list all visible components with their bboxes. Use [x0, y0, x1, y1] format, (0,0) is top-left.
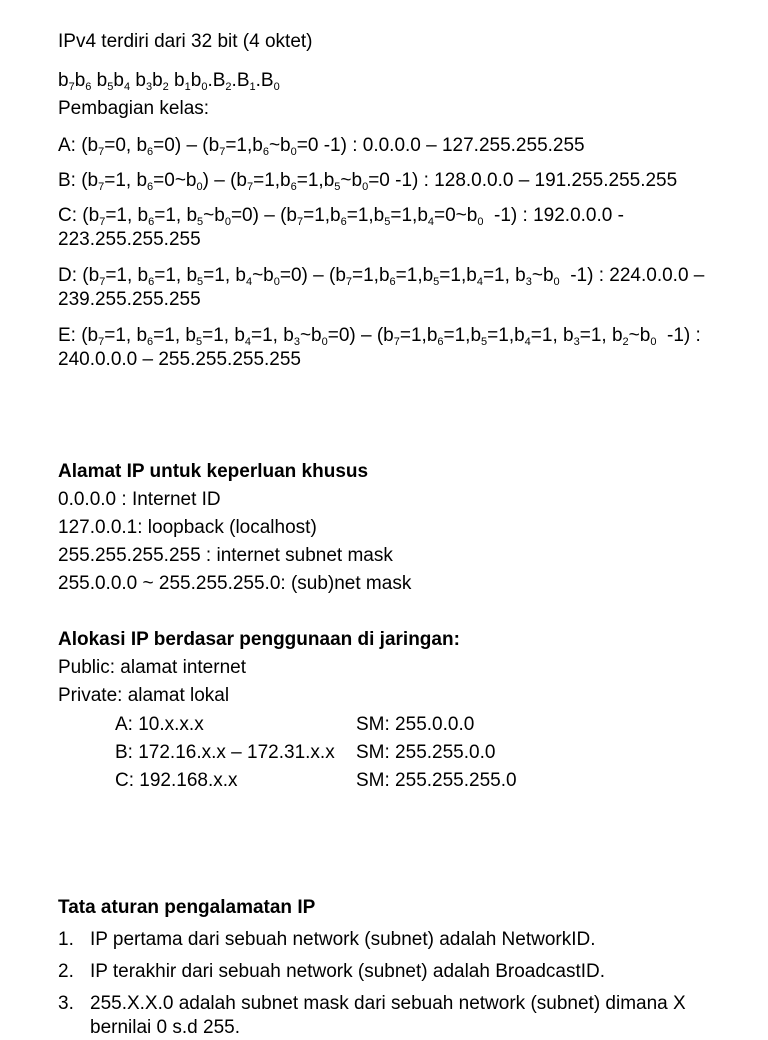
private-range: A: 10.x.x.x [115, 714, 204, 735]
class-b-row: B: ($b_7=1$, $b_6=0\sim b_0$) – ($b_7=1,b_6=1,b_5\sim b_0=0$ -1) : 128.0.0.0 – 191.255.255.255 [58, 170, 678, 193]
class-c-row: C: ($b_7=1$, $b_6=1$, $b_5\sim b_0=0$) – ($b_7=1,b_6=1,b_5=1,b_4=0\sim b_0$ -1) : 192.0.0.0 - 223.255.255.255 [58, 205, 624, 250]
private-mask: SM: 255.0.0.0 [356, 714, 475, 735]
rule-text: IP pertama dari sebuah network (subnet) adalah NetworkID. [90, 929, 596, 950]
rule-text: 255.X.X.0 adalah subnet mask dari sebuah network (subnet) dimana X bernilai 0 s.d 255. [90, 993, 686, 1038]
special-item: 255.0.0.0 ~ 255.255.255.0: (sub)net mask [58, 573, 412, 594]
rule-item [58, 928, 596, 952]
private-mask: SM: 255.255.0.0 [356, 742, 496, 763]
class-heading: Pembagian kelas: [58, 98, 210, 119]
special-heading: Alamat IP untuk keperluan khusus [58, 461, 369, 482]
allocation-private: Private: alamat lokal [58, 685, 230, 706]
rules-heading: Tata aturan pengalamatan IP [58, 897, 316, 918]
special-item: 255.255.255.255 : internet subnet mask [58, 545, 393, 566]
rule-number: 1. [58, 929, 74, 950]
class-a-row: A: ($b_7=0$, $b_6=0$) – ($b_7=1,b_6\sim b_0=0$ -1) : 0.0.0.0 – 127.255.255.255 [58, 135, 585, 158]
special-item: 0.0.0.0 : Internet ID [58, 489, 221, 510]
allocation-public: Public: alamat internet [58, 657, 246, 678]
rule-item [58, 992, 748, 1040]
special-item: 127.0.0.1: loopback (localhost) [58, 517, 317, 538]
private-mask: SM: 255.255.255.0 [356, 770, 517, 791]
rule-text: IP terakhir dari sebuah network (subnet) adalah BroadcastID. [90, 961, 606, 982]
private-range: C: 192.168.x.x [115, 770, 238, 791]
class-d-row: D: ($b_7=1$, $b_6=1$, $b_5=1$, $b_4\sim b_0=0) - (b_7=1,b_6=1,b_5=1,b_4=1$, $b_3\sim b_0$ -1) : 224.0.0.0 – 239.255.255.255 [58, 265, 705, 310]
rule-item [58, 960, 605, 984]
intro-line: IPv4 terdiri dari 32 bit (4 oktet) [58, 31, 313, 52]
bit-layout: $b_7b_6$ $b_5b_4$ $b_3b_2$ $b_1b_0.B_2.B_1.B_0$ [58, 70, 280, 93]
class-e-row: E: ($b_7=1$, $b_6=1$, $b_5=1$, $b_4=1$, $b_3\sim b_0=0) - (b_7=1,b_6=1,b_5=1,b_4=1$, $b_3=1$, $b_2\sim b_0$ -1) : 240.0.0.0 – 255.255.255.255 [58, 325, 701, 370]
rule-number: 3. [58, 993, 74, 1014]
private-range: B: 172.16.x.x – 172.31.x.x [115, 742, 335, 763]
rule-number: 2. [58, 961, 74, 982]
allocation-heading: Alokasi IP berdasar penggunaan di jaringan: [58, 629, 460, 650]
